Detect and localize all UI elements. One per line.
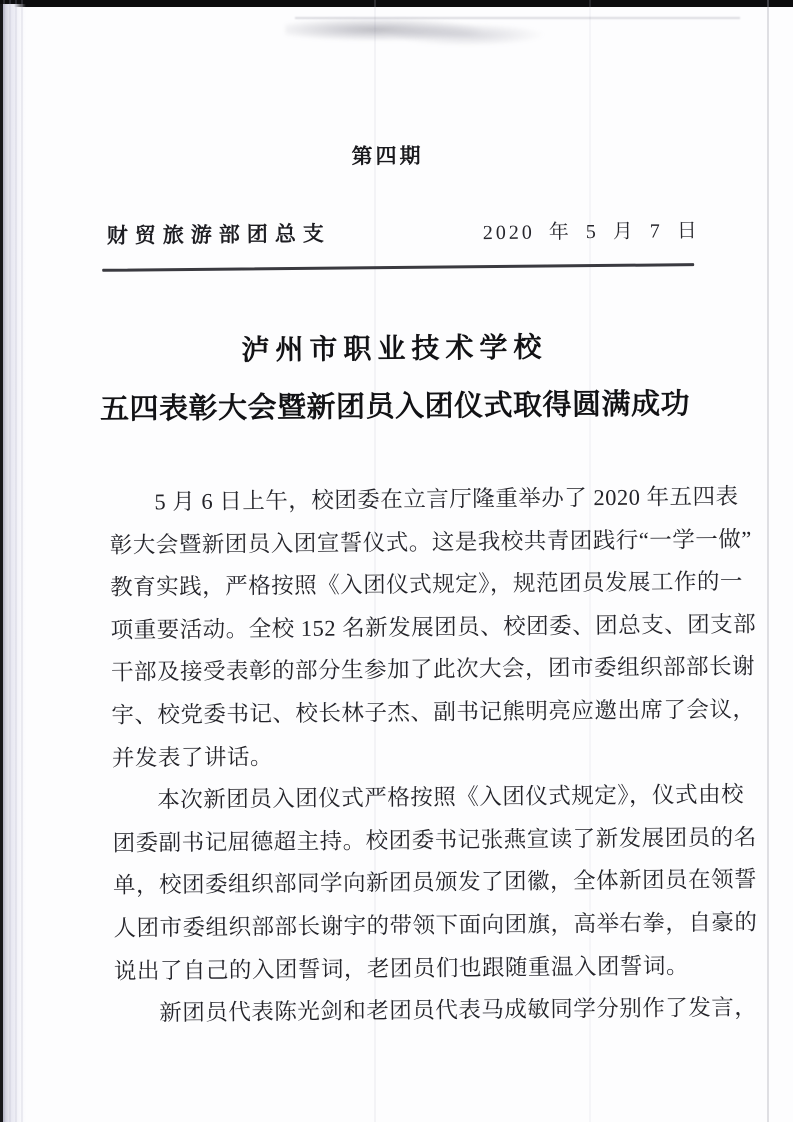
body-line: 彰大会暨新团员入团宣誓仪式。这是我校共青团践行“一学一做” <box>109 526 752 558</box>
body-line: 项重要活动。全校 152 名新发展团员、校团委、团总支、团支部 <box>110 611 757 643</box>
body-line: 人团市委组织部部长谢宇的带领下面向团旗，高举右拳，自豪的 <box>113 909 758 941</box>
issue-number-label: 第四期 <box>351 144 424 169</box>
body-text <box>109 476 758 1035</box>
body-line: 宇、校党委书记、校长林子杰、副书记熊明亮应邀出席了会议， <box>111 696 756 728</box>
body-line: 教育实践，严格按照《入团仪式规定》，规范团员发展工作的一 <box>110 568 744 600</box>
body-line: 干部及接受表彰的部分生参加了此次大会，团市委组织部部长谢 <box>110 653 756 686</box>
publication-date: 2020 年 5 月 7 日 <box>482 220 700 245</box>
body-line: 说出了自己的入团誓词，老团员们也跟随重温入团誓词。 <box>113 952 690 984</box>
body-line: 本次新团员入团仪式严格按照《入团仪式规定》，仪式由校 <box>157 781 745 813</box>
masthead-divider-rule <box>102 263 694 272</box>
document-title: 泸州市职业技术学校 <box>241 331 548 366</box>
body-line: 5 月 6 日上午，校团委在立言厅隆重举办了 2020 年五四表 <box>154 483 739 515</box>
body-line: 团委副书记屈德超主持。校团委书记张燕宣读了新发展团员的名 <box>112 824 757 856</box>
body-line: 并发表了讲话。 <box>111 743 274 771</box>
body-line: 单，校团委组织部同学向新团员颁发了团徽，全体新团员在领誓 <box>112 866 758 899</box>
scan-streaks-left <box>3 0 25 1122</box>
masthead-row <box>107 214 700 250</box>
document-subtitle: 五四表彰大会暨新团员入团仪式取得圆满成功 <box>99 388 691 426</box>
organization-name: 财贸旅游部团总支 <box>106 221 331 248</box>
body-line: 新团员代表陈光剑和老团员代表马成敏同学分别作了发言， <box>159 994 758 1026</box>
